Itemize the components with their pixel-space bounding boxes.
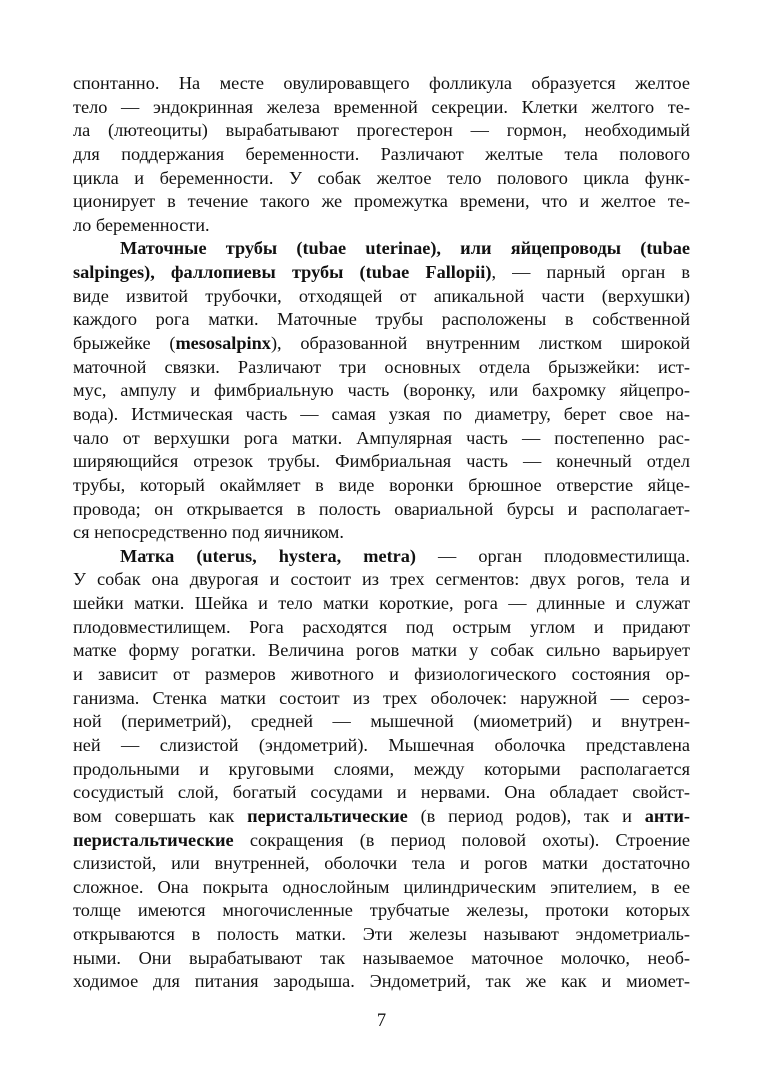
text-line: ширяющийся отрезок трубы. Фимбриальная часть — конечный отдел [73,451,690,472]
text-line: ными. Они вырабатывают так называемое маточное молочко, необ- [73,947,690,968]
text-line: ганизма. Стенка матки состоит из трех оболочек: наружной — сероз- [73,687,690,708]
text-line: сосудистый слой, богатый сосудами и нервами. Она обладает свойст- [73,782,690,803]
text-line: шейки матки. Шейка и тело матки короткие, рога — длинные и служат [73,593,690,614]
text-line: ней — слизистой (эндометрий). Мышечная оболочка представлена [73,734,690,755]
text-line: перистальтические сокращения (в период половой охоты). Строение [73,829,690,850]
text-line: ла (лютеоциты) вырабатывают прогестерон — гормон, необходимый [73,120,690,141]
text-line: сложное. Она покрыта однослойным цилиндрическим эпителием, в ее [73,876,690,897]
text-line: брыжейке (mesosalpinx), образованной внутренним листком широкой [73,333,690,354]
text-line: слизистой, или внутренней, оболочки тела и рогов матки достаточно [73,853,690,874]
text-line: для поддержания беременности. Различают желтые тела полового [73,143,690,164]
term-uterus: Матка (uterus, hystera, metra) [120,545,416,566]
text-line: У собак она двурогая и состоит из трех сегментов: двух рогов, тела и [73,569,690,590]
text-line: маточной связки. Различают три основных отдела брызжейки: ист- [73,356,690,377]
term-mesosalpinx: mesosalpinx [175,333,271,354]
term-peristaltic: перистальтические [247,805,408,826]
text-line: продольными и круговыми слоями, между которыми располагается [73,758,690,779]
text-line: вода). Истмическая часть — самая узкая по диаметру, берет свое на- [73,403,690,424]
term-fallopian-tubes: Маточные трубы (tubae uterinae), или яйцепроводы (tubae [120,238,690,259]
text-line: тело — эндокринная железа временной секреции. Клетки желтого те- [73,96,690,117]
page-number: 7 [376,1011,387,1031]
text-line: ной (периметрий), средней — мышечной (миометрий) и внутрен- [73,711,690,732]
text-line: чало от верхушки рога матки. Ампулярная часть — постепенно рас- [73,427,690,448]
text-line: плодовместилищем. Рога расходятся под острым углом и придают [73,616,690,637]
text-line: каждого рога матки. Маточные трубы расположены в собственной [73,309,690,330]
text-line: ло беременности. [73,214,210,235]
text-line: спонтанно. На месте овулировавщего фолликула образуется желтое [73,73,690,93]
text-line: ся непосредственно под яичником. [73,522,344,543]
text-line: ходимое для питания зародыша. Эндометрий, так же как и миомет- [73,971,690,992]
text-line: salpinges), фаллопиевы трубы (tubae Fallopii), — парный орган в [73,262,690,283]
text-line: вом совершать как перистальтические (в период родов), так и анти- [73,805,690,826]
term-antiperistaltic-cont: перистальтические [73,829,234,850]
text-line: матке форму рогатки. Величина рогов матки у собак сильно варьирует [73,640,690,661]
text-line: трубы, который окаймляет в виде воронки брюшное отверстие яйце- [73,474,690,495]
section-heading-line: Матка (uterus, hystera, metra) — орган плодовместилища. [120,545,690,566]
text-line: провода; он открывается в полость овариальной бурсы и располагает- [73,498,690,519]
text-line: цикла и беременности. У собак желтое тело полового цикла функ- [73,167,690,188]
page-body [73,72,690,994]
section-heading-line [73,237,690,261]
text-line: толще имеются многочисленные трубчатые железы, протоки которых [73,900,690,921]
term-fallopian-tubes-cont: salpinges), фаллопиевы трубы (tubae Fallopii) [73,262,492,283]
text-line: виде извитой трубочки, отходящей от апикальной части (верхушки) [73,285,690,306]
text-line: ционирует в течение такого же промежутка времени, что и желтое те- [73,191,690,212]
text-line: открываются в полость матки. Эти железы называют эндометриаль- [73,924,690,945]
text-line: и зависит от размеров животного и физиологического состояния ор- [73,664,690,685]
term-antiperistaltic: анти- [644,805,690,826]
text-line: мус, ампулу и фимбриальную часть (воронку, или бахромку яйцепро- [73,380,690,401]
